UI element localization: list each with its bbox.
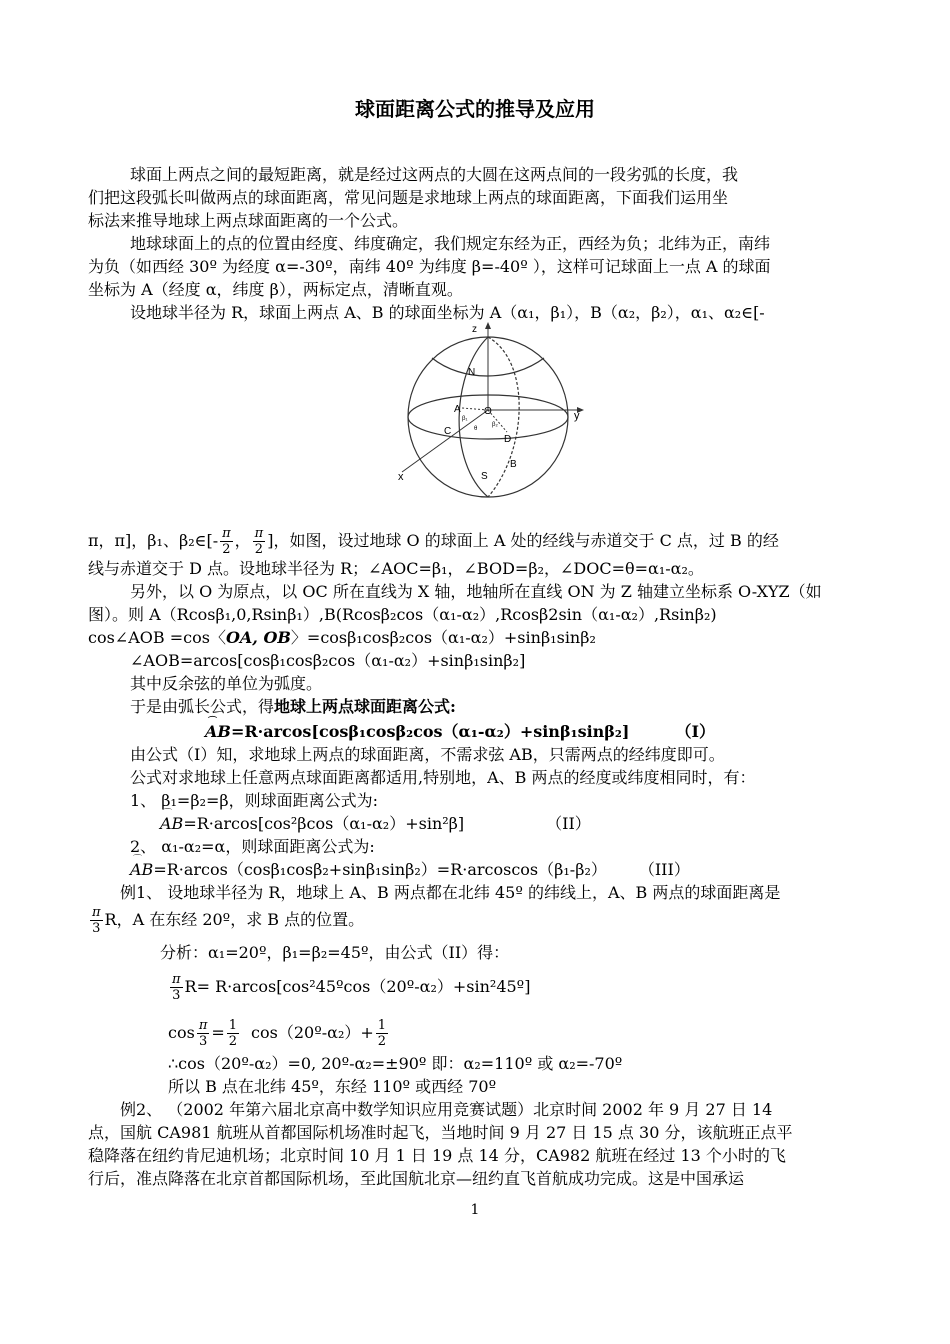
example-2-line-1: 例2、 （2002 年第六届北京高中数学知识应用竞赛试题）北京时间 2002 年 9 月 27 日 14 — [120, 1100, 773, 1119]
y-label: y — [574, 410, 580, 422]
fraction-one-half-b: $\frac{1}{2}$ — [377, 1018, 387, 1049]
fraction-one-half-a: $\frac{1}{2}$ — [228, 1018, 238, 1049]
page-title: 球面距离公式的推导及应用 — [355, 97, 595, 121]
vector-oa-ob: OA, OB — [225, 628, 291, 647]
c-label: C — [444, 426, 452, 437]
b-label: B — [510, 459, 517, 470]
paragraph-9: 由公式（I）知，求地球上两点的球面距离，不需求弦 AB，只需两点的经纬度即可。 — [130, 745, 725, 764]
paragraph-8: 于是由弧长公式，得地球上两点球面距离公式: — [130, 697, 456, 716]
analysis-line-1: 分析：α₁=20º，β₁=β₂=45º，由公式（II）得： — [160, 943, 510, 962]
theta-label: θ — [474, 426, 478, 432]
formula-heading: 地球上两点球面距离公式: — [274, 697, 456, 716]
beta2-label: β₂ — [492, 422, 498, 428]
paragraph-2-line-2: 为负（如西经 30º 为经度 α=-30º，南纬 40º 为纬度 β=-40º ），这样可记球面上一点 A 的球面 — [88, 257, 771, 276]
analysis-line-3: cos $\frac{\pi}{3}$ = $\frac{1}{2}$ cos（20º-α₂）+ $\frac{1}{2}$ — [168, 1018, 387, 1049]
analysis-line-2: $\frac{\pi}{3}$ R= R·arcos[cos²45ºcos（20º-α₂）+sin²45º] — [172, 972, 531, 1003]
a-label: A — [454, 404, 461, 415]
paragraph-10: 公式对求地球上任意两点球面距离都适用,特别地，A、B 两点的经度或纬度相同时，有： — [130, 768, 756, 787]
paragraph-5-line-2: 图）。则 A（Rcosβ₁,0,Rsinβ₁）,B(Rcosβ₂cos（α₁-α₂）,Rcosβ2sin（α₁-α₂）,Rsinβ₂) — [88, 605, 717, 624]
formula-iii: ⌒ AB=R·arcos（cosβ₁cosβ₂+sinβ₁sinβ₂）=R·arcoscos（β₁-β₂） （III） — [130, 859, 690, 881]
fraction-pi-over-3-b: $\frac{\pi}{3}$ — [172, 972, 181, 1003]
z-arrow — [485, 322, 491, 329]
p4-text-a: π，π]，β₁、β₂∈[- — [88, 531, 219, 550]
paragraph-5-line-1: 另外，以 O 为原点，以 OC 所在直线为 X 轴，地轴所在直线 ON 为 Z 轴建立坐标系 O-XYZ（如 — [130, 582, 822, 601]
formula-ii: ⌒ AB=R·arcos[cos²βcos（α₁-α₂）+sin²β] （II） — [160, 813, 591, 835]
example-2-line-4: 行后，准点降落在北京首都国际机场，至此国航北京—纽约直飞首航成功完成。这是中国承运 — [88, 1169, 745, 1188]
n-label: N — [468, 367, 476, 378]
fraction-pi-over-3: $\frac{\pi}{3}$ — [92, 905, 101, 936]
formula-iii-tag: （III） — [646, 860, 690, 879]
example-2-line-2: 点，国航 CA981 航班从首都国际机场准时起飞，当地时间 9 月 27 日 15 点 30 分，该航班正点平 — [88, 1123, 793, 1142]
d-label: D — [504, 434, 512, 445]
paragraph-1-line-1: 球面上两点之间的最短距离，就是经过这两点的大圆在这两点间的一段劣弧的长度，我 — [130, 165, 739, 184]
analysis-line-5: 所以 B 点在北纬 45º，东经 110º 或西经 70º — [168, 1077, 497, 1096]
paragraph-2-line-1: 地球球面上的点的位置由经度、纬度确定，我们规定东经为正，西经为负；北纬为正，南纬 — [130, 234, 771, 253]
paragraph-4-line-2: 线与赤道交于 D 点。设地球半径为 R；∠AOC=β₁，∠BOD=β₂，∠DOC=θ=α₁-α₂。 — [88, 559, 704, 578]
x-axis — [402, 410, 488, 472]
o-label: O — [484, 406, 492, 417]
paragraph-6: ∠AOB=arcos[cosβ₁cosβ₂cos（α₁-α₂）+sinβ₁sinβ₂] — [130, 651, 526, 670]
example-1-line-1: 例1、 设地球半径为 R，地球上 A、B 两点都在北纬 45º 的纬线上，A、B 两点的球面距离是 — [120, 883, 781, 902]
fraction-pi-over-2-b: $\frac{\pi}{2}$ — [254, 526, 264, 557]
formula-i: ⌒ AB=R·arcos[cosβ₁cosβ₂cos（α₁-α₂）+sinβ₁sinβ₂] （I） — [205, 721, 715, 743]
x-label: x — [398, 471, 404, 483]
fraction-pi-over-3-c: $\frac{\pi}{3}$ — [198, 1018, 208, 1049]
s-label: S — [481, 471, 488, 482]
meridian-b-back — [488, 337, 519, 497]
example-1-line-2: $\frac{\pi}{3}$ R，A 在东经 20º，求 B 点的位置。 — [92, 905, 365, 936]
example-2-line-3: 稳降落在纽约肯尼迪机场；北京时间 10 月 1 日 19 点 14 分，CA982 航班在经过 13 个小时的飞 — [88, 1146, 786, 1165]
paragraph-1-line-3: 标法来推导地球上两点球面距离的一个公式。 — [88, 211, 409, 230]
paragraph-5-line-3: cos∠AOB =cos〈OA, OB〉=cosβ₁cosβ₂cos（α₁-α₂）+sinβ₁sinβ₂ — [88, 628, 596, 647]
paragraph-7: 其中反余弦的单位为弧度。 — [130, 674, 323, 693]
p4-text-b: ， — [234, 531, 251, 550]
fraction-pi-over-2-a: $\frac{\pi}{2}$ — [222, 526, 231, 557]
sphere-coordinate-figure — [392, 322, 592, 517]
beta1-label: β₁ — [462, 416, 468, 422]
page-number: 1 — [470, 1202, 480, 1218]
paragraph-11: 1、 β₁=β₂=β，则球面距离公式为: — [130, 791, 379, 810]
z-label: z — [472, 324, 477, 335]
p4-text-c: ]，如图，设过地球 O 的球面上 A 处的经线与赤道交于 C 点，过 B 的经 — [267, 531, 779, 550]
paragraph-4-line-1 — [88, 526, 779, 557]
paragraph-1-line-2: 们把这段弧长叫做两点的球面距离，常见问题是求地球上两点的球面距离，下面我们运用坐 — [88, 188, 729, 207]
paragraph-2-line-3: 坐标为 A（经度 α，纬度 β），两标定点，清晰直观。 — [88, 280, 463, 299]
paragraph-12: 2、 α₁-α₂=α，则球面距离公式为: — [130, 837, 375, 856]
analysis-line-4: ∴cos（20º-α₂）=0, 20º-α₂=±90º 即：α₂=110º 或 α₂=-70º — [168, 1054, 623, 1073]
formula-i-tag: （I） — [675, 722, 715, 741]
paragraph-3-line-1: 设地球半径为 R，球面上两点 A、B 的球面坐标为 A（α₁，β₁），B（α₂，β₂），α₁、α₂∈[- — [130, 303, 765, 322]
formula-ii-tag: （II） — [546, 814, 591, 833]
